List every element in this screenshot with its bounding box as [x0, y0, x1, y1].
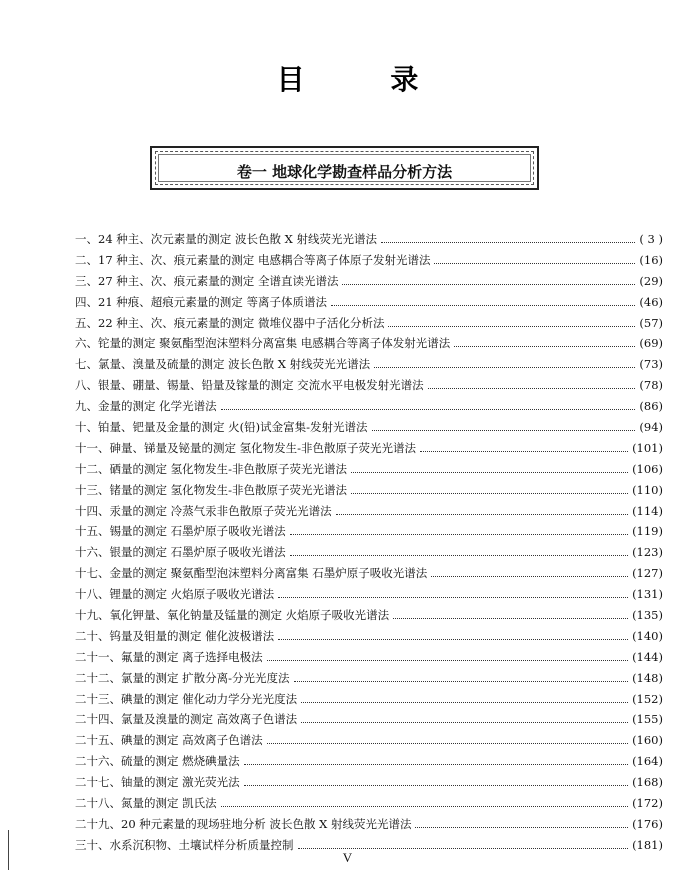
toc-dot-leader — [420, 451, 628, 452]
toc-dot-leader — [415, 827, 628, 828]
toc-entry-title: 十九、氧化钾量、氧化钠量及锰量的测定 火焰原子吸收光谱法 — [75, 608, 390, 623]
toc-entry-title: 二十五、碘量的测定 高效离子色谱法 — [75, 733, 263, 748]
toc-dot-leader — [298, 848, 629, 849]
toc-entry[interactable] — [75, 292, 663, 313]
toc-dot-leader — [393, 618, 628, 619]
toc-entry-title: 五、22 种主、次、痕元素量的测定 微堆仪器中子活化分析法 — [75, 315, 385, 330]
toc-dot-leader — [278, 639, 628, 640]
toc-entry-title: 十四、汞量的测定 冷蒸气汞非色散原子荧光光谱法 — [75, 503, 332, 518]
toc-entry-title: 二十四、氯量及溴量的测定 高效离子色谱法 — [75, 712, 298, 727]
toc-entry-title: 二十八、氮量的测定 凯氏法 — [75, 796, 217, 811]
toc-dot-leader — [221, 409, 636, 410]
toc-entry[interactable] — [75, 772, 663, 793]
toc-entry-title: 二十七、铀量的测定 激光荧光法 — [75, 775, 240, 790]
toc-entry-title: 十二、硒量的测定 氢化物发生-非色散原子荧光光谱法 — [75, 461, 348, 476]
toc-entry-page: (119) — [632, 524, 663, 539]
page-number: V — [342, 850, 353, 865]
toc-entry-page: ( 3 ) — [639, 232, 663, 246]
toc-entry[interactable] — [75, 250, 663, 271]
page-edge-line — [8, 830, 9, 870]
toc-entry-title: 四、21 种痕、超痕元素量的测定 等离子体质谱法 — [75, 294, 327, 309]
toc-entry-page: (131) — [632, 587, 663, 602]
toc-entry-title: 二、17 种主、次、痕元素量的测定 电感耦合等离子体原子发射光谱法 — [75, 252, 431, 267]
toc-entry-page: (94) — [639, 420, 663, 435]
toc-entry-title: 十五、锡量的测定 石墨炉原子吸收光谱法 — [75, 524, 286, 539]
page-title: 目 录 — [276, 63, 457, 96]
toc-entry[interactable] — [75, 793, 663, 814]
toc-entry-title: 九、金量的测定 化学光谱法 — [75, 399, 217, 414]
toc-entry-page: (135) — [632, 608, 663, 623]
toc-dot-leader — [301, 702, 628, 703]
section-banner — [150, 146, 539, 190]
toc-entry[interactable] — [75, 459, 663, 480]
section-title: 卷一 地球化学勘查样品分析方法 — [236, 163, 453, 181]
toc-entry-title: 八、银量、硼量、锡量、铅量及镓量的测定 交流水平电极发射光谱法 — [75, 378, 424, 393]
toc-entry-page: (78) — [639, 378, 663, 393]
toc-entry-page: (155) — [632, 712, 663, 727]
toc-entry-title: 十一、砷量、锑量及铋量的测定 氢化物发生-非色散原子荧光光谱法 — [75, 440, 417, 455]
toc-entry-title: 二十二、氯量的测定 扩散分离-分光光度法 — [75, 670, 290, 685]
toc-entry-page: (160) — [632, 733, 663, 748]
toc-dot-leader — [351, 493, 628, 494]
toc-entry-title: 二十九、20 种元素量的现场驻地分析 波长色散 X 射线荧光光谱法 — [75, 816, 412, 831]
toc-entry[interactable] — [75, 480, 663, 501]
toc-entry[interactable] — [75, 501, 663, 522]
toc-dot-leader — [351, 472, 628, 473]
toc-entry[interactable] — [75, 521, 663, 542]
toc-entry-page: (73) — [639, 357, 663, 372]
toc-entry[interactable] — [75, 668, 663, 689]
toc-entry-page: (172) — [632, 796, 663, 811]
toc-dot-leader — [278, 597, 628, 598]
toc-entry-title: 十七、金量的测定 聚氨酯型泡沫塑料分离富集 石墨炉原子吸收光谱法 — [75, 566, 428, 581]
toc-entry[interactable] — [75, 375, 663, 396]
toc-entry[interactable] — [75, 271, 663, 292]
toc-entry[interactable] — [75, 563, 663, 584]
toc-entry[interactable] — [75, 605, 663, 626]
toc-entry-title: 二十、钨量及钼量的测定 催化波极谱法 — [75, 628, 275, 643]
toc-entry-page: (148) — [632, 670, 663, 685]
toc-entry-page: (181) — [632, 837, 663, 852]
toc-entry[interactable] — [75, 626, 663, 647]
toc-entry-page: (46) — [639, 294, 663, 309]
toc-entry[interactable] — [75, 730, 663, 751]
toc-entry[interactable] — [75, 229, 663, 250]
toc-dot-leader — [301, 722, 628, 723]
toc-entry-page: (152) — [632, 691, 663, 706]
toc-dot-leader — [431, 576, 628, 577]
toc-entry-page: (57) — [639, 315, 663, 330]
toc-dot-leader — [374, 367, 635, 368]
toc-entry[interactable] — [75, 584, 663, 605]
toc-entry-title: 六、铊量的测定 聚氨酯型泡沫塑料分离富集 电感耦合等离子体发射光谱法 — [75, 336, 451, 351]
toc-entry-page: (123) — [632, 545, 663, 560]
toc-entry[interactable] — [75, 396, 663, 417]
toc-dot-leader — [294, 681, 629, 682]
toc-entry-page: (168) — [632, 775, 663, 790]
toc-entry[interactable] — [75, 751, 663, 772]
toc-entry-title: 二十三、碘量的测定 催化动力学分光光度法 — [75, 691, 298, 706]
toc-entry[interactable] — [75, 647, 663, 668]
toc-entry-title: 十六、银量的测定 石墨炉原子吸收光谱法 — [75, 545, 286, 560]
toc-entry-page: (110) — [632, 482, 663, 497]
toc-dot-leader — [372, 430, 636, 431]
toc-entry-page: (106) — [632, 461, 663, 476]
toc-entry-page: (29) — [639, 273, 663, 288]
toc-dot-leader — [388, 326, 635, 327]
toc-dot-leader — [454, 346, 635, 347]
toc-entry-title: 二十一、氟量的测定 离子选择电极法 — [75, 649, 263, 664]
toc-entry-page: (69) — [639, 336, 663, 351]
toc-entry[interactable] — [75, 814, 663, 835]
toc-dot-leader — [434, 263, 635, 264]
table-of-contents — [75, 229, 663, 856]
toc-dot-leader — [342, 284, 635, 285]
toc-dot-leader — [221, 806, 628, 807]
toc-entry[interactable] — [75, 709, 663, 730]
toc-entry[interactable] — [75, 438, 663, 459]
toc-entry-page: (86) — [639, 399, 663, 414]
toc-entry-title: 二十六、硫量的测定 燃烧碘量法 — [75, 754, 240, 769]
toc-dot-leader — [244, 764, 628, 765]
toc-entry-title: 三十、水系沉积物、土壤试样分析质量控制 — [75, 837, 294, 852]
toc-entry[interactable] — [75, 354, 663, 375]
toc-entry-title: 十三、锗量的测定 氢化物发生-非色散原子荧光光谱法 — [75, 482, 348, 497]
toc-dot-leader — [381, 242, 635, 243]
toc-entry-title: 一、24 种主、次元素量的测定 波长色散 X 射线荧光光谱法 — [75, 232, 377, 246]
toc-dot-leader — [331, 305, 635, 306]
toc-dot-leader — [267, 743, 628, 744]
toc-entry-title: 三、27 种主、次、痕元素量的测定 全谱直读光谱法 — [75, 273, 339, 288]
toc-dot-leader — [428, 388, 636, 389]
toc-dot-leader — [336, 514, 628, 515]
toc-entry-page: (127) — [632, 566, 663, 581]
toc-entry-page: (140) — [632, 628, 663, 643]
toc-entry-page: (114) — [632, 503, 663, 518]
toc-dot-leader — [290, 534, 628, 535]
toc-entry-title: 七、氯量、溴量及硫量的测定 波长色散 X 射线荧光光谱法 — [75, 357, 371, 372]
toc-entry-page: (144) — [632, 649, 663, 664]
toc-entry[interactable] — [75, 542, 663, 563]
toc-dot-leader — [290, 555, 628, 556]
toc-entry-title: 十、铂量、钯量及金量的测定 火(铅)试金富集-发射光谱法 — [75, 420, 368, 435]
toc-dot-leader — [267, 660, 628, 661]
toc-dot-leader — [244, 785, 628, 786]
toc-entry-page: (101) — [632, 440, 663, 455]
toc-entry[interactable] — [75, 689, 663, 710]
toc-entry[interactable] — [75, 417, 663, 438]
toc-entry-title: 十八、锂量的测定 火焰原子吸收光谱法 — [75, 587, 275, 602]
toc-entry[interactable] — [75, 313, 663, 334]
toc-entry[interactable] — [75, 333, 663, 354]
toc-entry-page: (16) — [639, 252, 663, 267]
toc-entry-page: (176) — [632, 816, 663, 831]
toc-entry-page: (164) — [632, 754, 663, 769]
